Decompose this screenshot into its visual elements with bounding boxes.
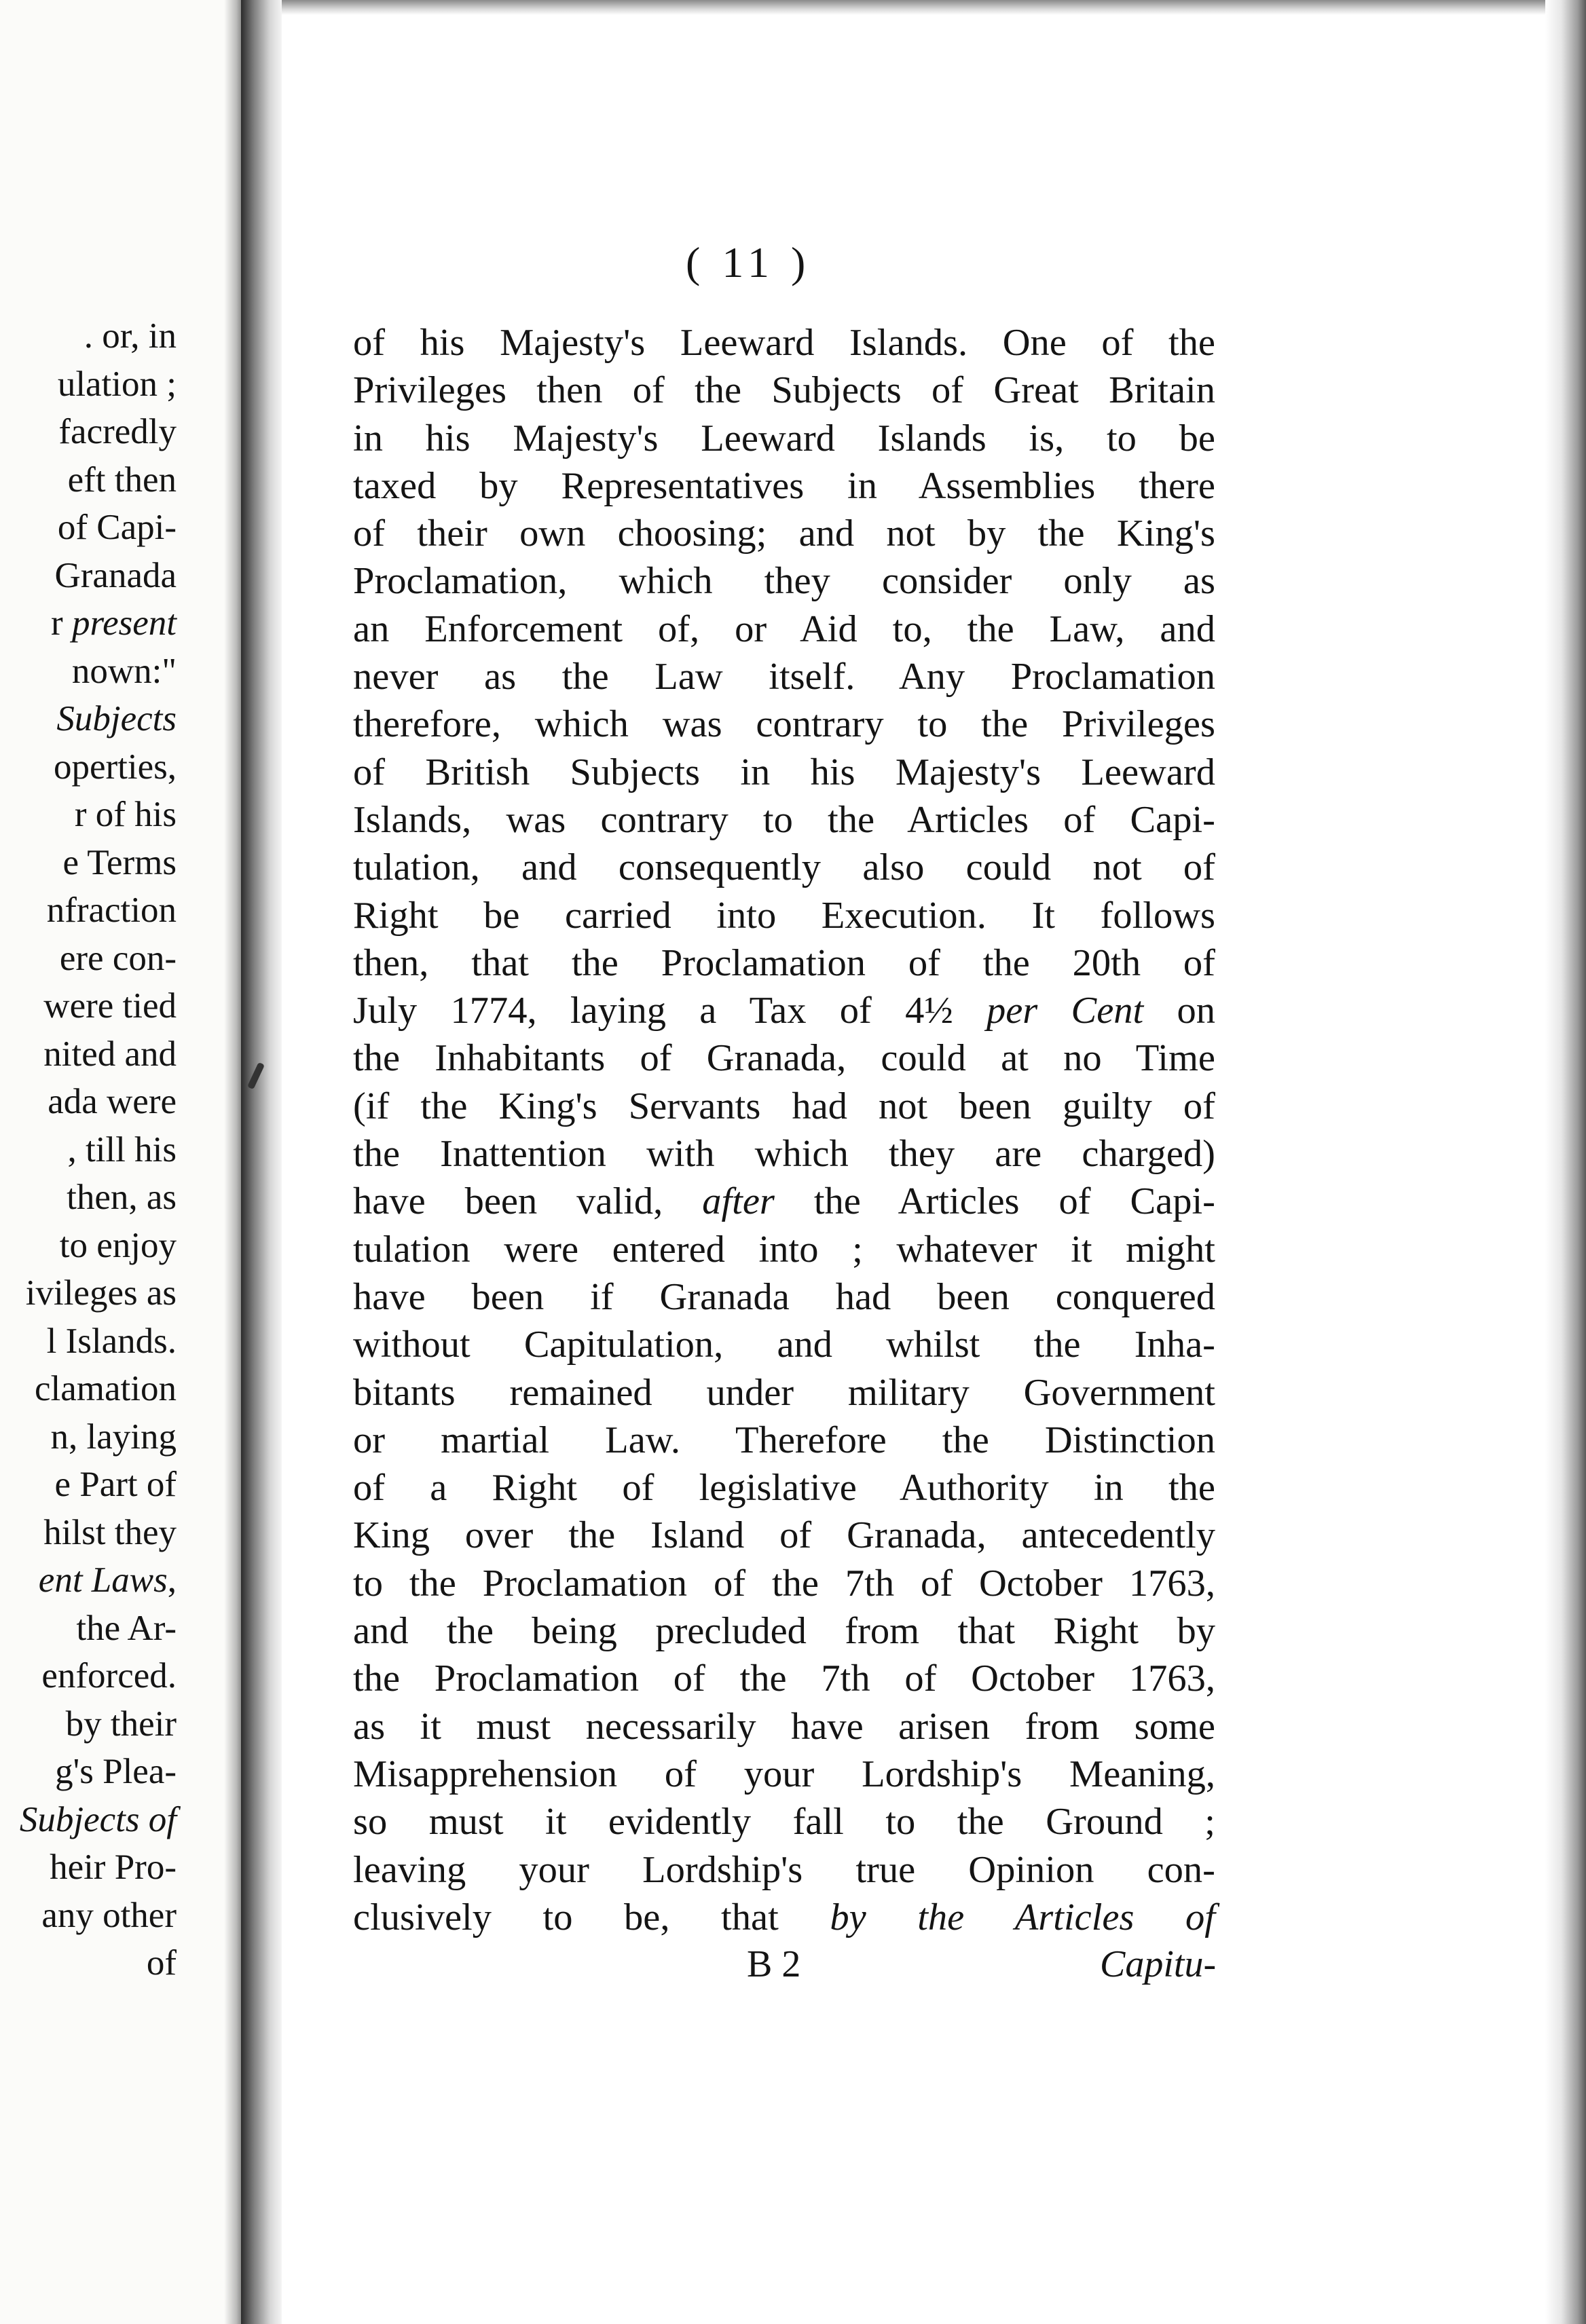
catchword: Capitu- — [1100, 1943, 1217, 1985]
text-line: tulation, and consequently also could not of — [353, 846, 1215, 889]
text-line: of British Subjects in his Majesty's Leeward — [353, 751, 1215, 793]
text-line: of his Majesty's Leeward Islands. One of the — [353, 322, 1215, 364]
facing-page-line: r present — [51, 603, 177, 643]
facing-page-line: Granada — [54, 555, 177, 595]
text-line: so must it evidently fall to the Ground ; — [353, 1801, 1215, 1843]
facing-page-line: any other — [41, 1895, 177, 1935]
facing-page-line: n, laying — [50, 1417, 177, 1457]
facing-page-line: e Part of — [54, 1465, 177, 1504]
text-line: an Enforcement of, or Aid to, the Law, and — [353, 607, 1215, 650]
facing-page-line: hilst they — [43, 1512, 177, 1552]
text-line: Right be carried into Execution. It follows — [353, 894, 1215, 937]
text-line: without Capitulation, and whilst the Inha- — [353, 1324, 1215, 1366]
facing-page-line: facredly — [58, 412, 177, 451]
facing-page-line: l Islands. — [46, 1321, 177, 1361]
text-line: of their own choosing; and not by the King's — [353, 512, 1215, 555]
text-line: to the Proclamation of the 7th of October 1763, — [353, 1562, 1215, 1605]
page-right-edge — [1545, 0, 1586, 2324]
text-line: have been valid, after the Articles of Capi- — [353, 1180, 1215, 1223]
facing-page-line: nown:" — [71, 651, 177, 691]
facing-page-line: heir Pro- — [50, 1848, 177, 1887]
facing-page-line: g's Plea- — [55, 1752, 177, 1791]
signature-mark: B 2 — [747, 1943, 801, 1985]
facing-page-fragment — [0, 0, 241, 2324]
facing-page-line: ada were — [48, 1082, 177, 1121]
facing-page-line: Subjects of — [19, 1799, 177, 1839]
text-line: of a Right of legislative Authority in the — [353, 1467, 1215, 1510]
facing-page-text — [0, 312, 177, 1987]
text-line: tulation were entered into ; whatever it might — [353, 1228, 1215, 1271]
book-gutter — [241, 0, 282, 2324]
facing-page-line: by their — [65, 1704, 177, 1744]
facing-page-line: Subjects — [56, 699, 177, 738]
facing-page-line: ulation ; — [57, 364, 177, 404]
text-line: Privileges then of the Subjects of Great Britain — [353, 369, 1215, 412]
facing-page-line: of — [146, 1943, 177, 1983]
facing-page-line: . or, in — [84, 316, 177, 356]
body-text — [353, 319, 1215, 1941]
text-line: have been if Granada had been conquered — [353, 1275, 1215, 1318]
facing-page-line: , till his — [67, 1129, 177, 1169]
text-line: never as the Law itself. Any Proclamation — [353, 656, 1215, 698]
text-line: Misapprehension of your Lordship's Meaning, — [353, 1753, 1215, 1795]
text-line: taxed by Representatives in Assemblies there — [353, 464, 1215, 507]
facing-page-line: ent Laws, — [38, 1560, 177, 1600]
facing-page-line: enforced. — [41, 1656, 177, 1695]
facing-page-line: then, as — [67, 1178, 177, 1217]
page-top-edge — [282, 0, 1586, 15]
text-line: leaving your Lordship's true Opinion con- — [353, 1848, 1215, 1891]
page-fold-shadow — [224, 0, 241, 2324]
facing-page-line: eft then — [67, 460, 177, 500]
text-line: as it must necessarily have arisen from some — [353, 1705, 1215, 1748]
text-line: therefore, which was contrary to the Privileges — [353, 703, 1215, 746]
text-line: clusively to be, that by the Articles of — [353, 1896, 1216, 1938]
facing-page-line: operties, — [53, 747, 177, 787]
facing-page-line: were tied — [43, 986, 177, 1026]
text-line: and the being precluded from that Right by — [353, 1610, 1215, 1653]
facing-page-line: the Ar- — [76, 1608, 177, 1648]
facing-page-line: nited and — [43, 1034, 177, 1074]
facing-page-line: nfraction — [46, 891, 177, 930]
facing-page-line: ere con- — [59, 938, 177, 978]
text-line: in his Majesty's Leeward Islands is, to be — [353, 417, 1215, 460]
text-line: Islands, was contrary to the Articles of Capi- — [353, 798, 1215, 841]
text-line: or martial Law. Therefore the Distinction — [353, 1419, 1215, 1461]
facing-page-line: of Capi- — [57, 508, 177, 547]
facing-page-line: ivileges as — [25, 1273, 177, 1313]
text-line: the Inattention with which they are charged) — [353, 1133, 1215, 1176]
text-line: (if the King's Servants had not been guilty of — [353, 1085, 1215, 1127]
text-line: King over the Island of Granada, antecedently — [353, 1514, 1215, 1557]
text-line: bitants remained under military Government — [353, 1371, 1215, 1414]
text-line: the Proclamation of the 7th of October 1763, — [353, 1657, 1215, 1700]
text-line: then, that the Proclamation of the 20th of — [353, 941, 1215, 984]
facing-page-line: r of his — [74, 795, 177, 834]
text-line: the Inhabitants of Granada, could at no Time — [353, 1037, 1215, 1080]
text-line: Proclamation, which they consider only as — [353, 560, 1215, 603]
page-number: ( 11 ) — [686, 238, 811, 286]
text-line: July 1774, laying a Tax of 4½ per Cent on — [353, 990, 1215, 1032]
facing-page-line: to enjoy — [59, 1225, 177, 1265]
facing-page-line: clamation — [35, 1369, 177, 1408]
facing-page-line: e Terms — [62, 842, 177, 882]
